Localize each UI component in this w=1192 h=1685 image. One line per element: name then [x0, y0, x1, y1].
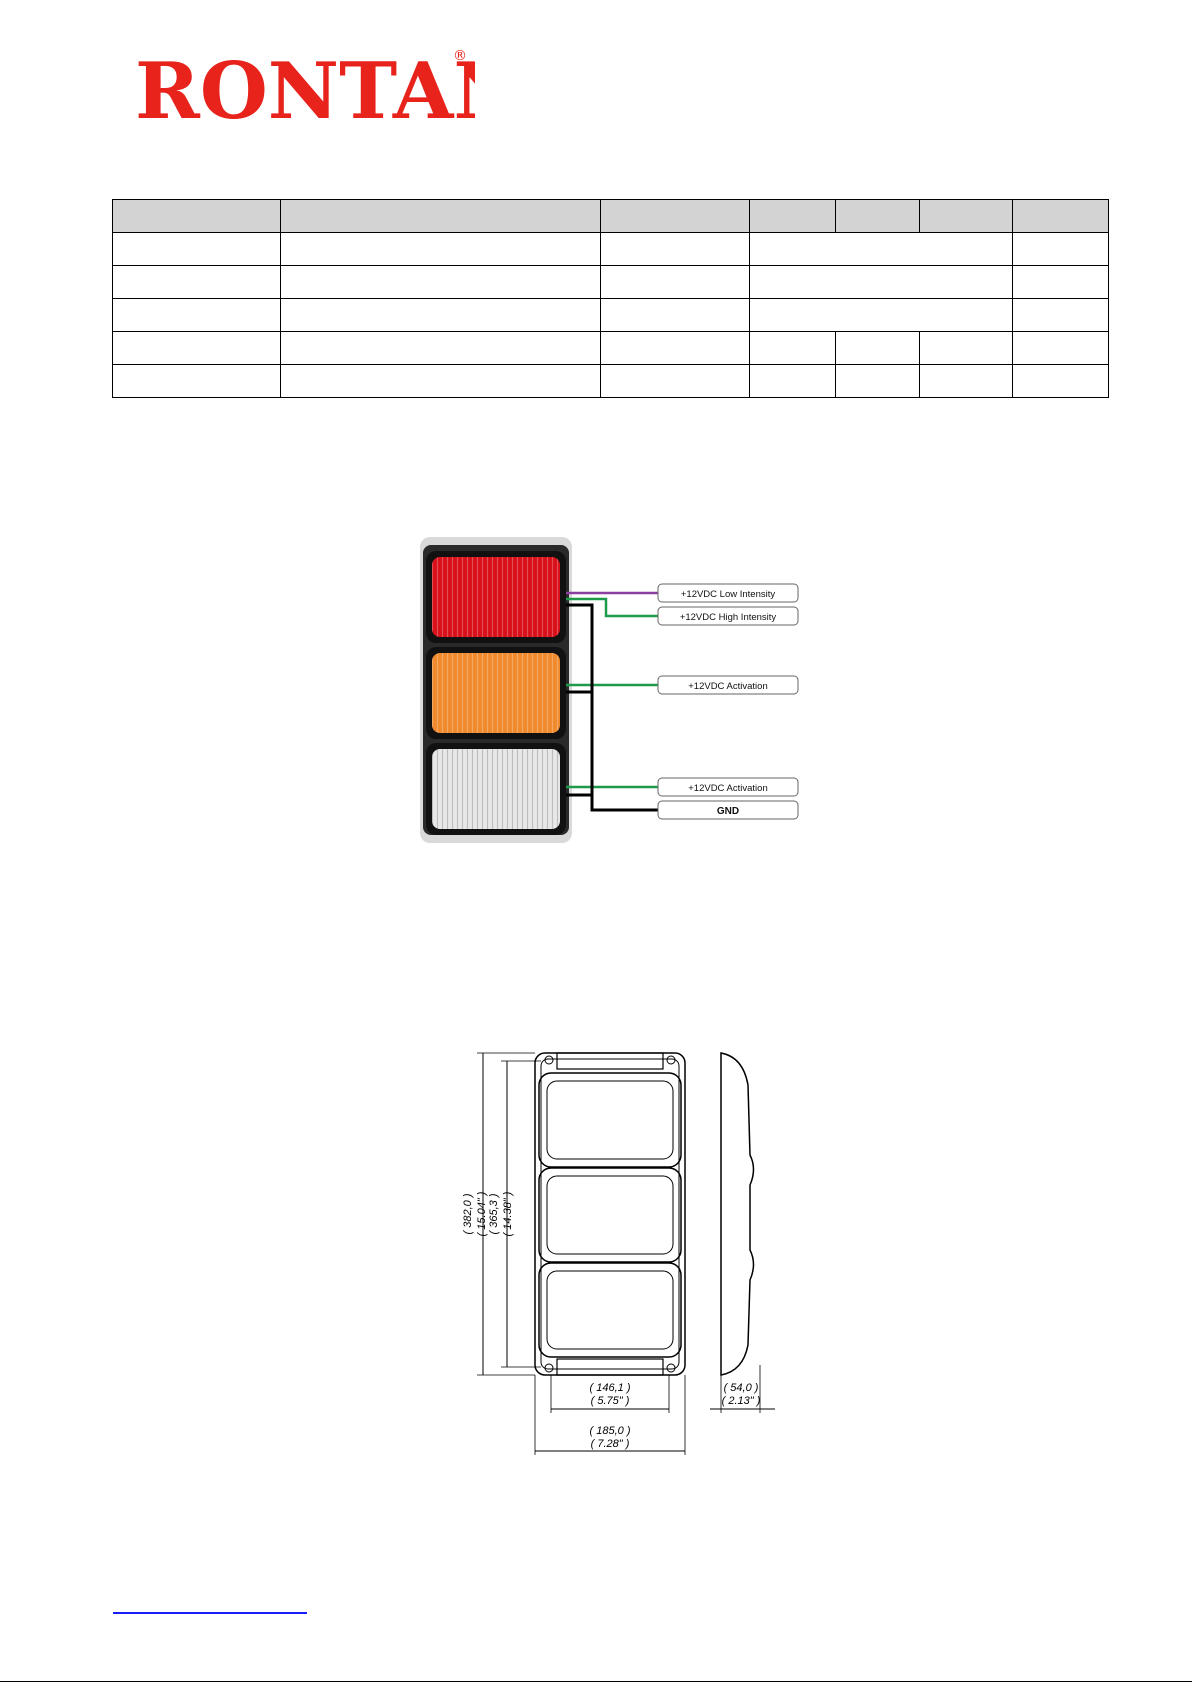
table-header-row — [113, 200, 1109, 233]
footer-divider — [0, 1681, 1192, 1682]
table-cell — [836, 332, 920, 365]
table-cell — [281, 266, 601, 299]
logo-text: RONTA — [135, 46, 454, 130]
svg-text:( 7.28" ): ( 7.28" ) — [590, 1438, 630, 1450]
ground-wire — [566, 605, 658, 810]
table-cell — [601, 266, 750, 299]
table-cell — [601, 365, 750, 398]
table-cell — [601, 332, 750, 365]
svg-text:+12VDC High Intensity: +12VDC High Intensity — [679, 612, 777, 623]
table-cell — [1013, 266, 1109, 299]
label-gnd — [658, 801, 798, 819]
svg-text:( 14.38" ): ( 14.38" ) — [502, 1191, 514, 1237]
label-high-intensity — [658, 607, 798, 625]
table-cell — [1013, 233, 1109, 266]
width-outer-label — [590, 1425, 631, 1450]
footer-link-underline[interactable] — [113, 1612, 307, 1614]
svg-text:( 5.75" ): ( 5.75" ) — [590, 1395, 630, 1407]
header-cell — [836, 200, 920, 233]
header-cell — [750, 200, 836, 233]
table-cell — [1013, 365, 1109, 398]
header-cell — [281, 200, 601, 233]
table-cell — [113, 365, 281, 398]
table-cell — [281, 233, 601, 266]
table-cell — [920, 332, 1013, 365]
table-cell — [750, 299, 1013, 332]
table-cell — [750, 332, 836, 365]
table-cell — [750, 266, 1013, 299]
svg-text:+12VDC Activation: +12VDC Activation — [688, 783, 768, 794]
svg-text:GND: GND — [716, 806, 740, 817]
svg-text:( 15.04" ): ( 15.04" ) — [476, 1191, 488, 1237]
svg-text:( 382,0 ): ( 382,0 ) — [462, 1193, 474, 1235]
width-inner-label — [590, 1382, 631, 1407]
spec-table — [112, 199, 1109, 398]
header-cell — [920, 200, 1013, 233]
front-view-frame — [535, 1053, 685, 1375]
table-cell — [281, 365, 601, 398]
table-cell — [113, 233, 281, 266]
label-low-intensity — [658, 584, 798, 602]
label-white-activation — [658, 778, 798, 796]
lens-module-bottom — [539, 1263, 681, 1357]
side-view-profile — [721, 1053, 754, 1375]
table-cell — [750, 233, 1013, 266]
lens-module-top — [539, 1073, 681, 1167]
header-cell — [601, 200, 750, 233]
lens-module-middle — [539, 1168, 681, 1262]
table-cell — [113, 266, 281, 299]
table-cell — [601, 233, 750, 266]
table-cell — [281, 332, 601, 365]
wiring-diagram — [420, 537, 810, 843]
svg-text:( 54,0 ): ( 54,0 ) — [723, 1382, 759, 1394]
table-cell — [1013, 332, 1109, 365]
svg-text:( 146,1 ): ( 146,1 ) — [589, 1382, 631, 1394]
table-cell — [750, 365, 836, 398]
table-row — [113, 266, 1109, 299]
table-row — [113, 365, 1109, 398]
svg-text:( 2.13" ): ( 2.13" ) — [721, 1395, 761, 1407]
registered-mark: ® — [453, 48, 467, 64]
rontan-logo — [135, 40, 475, 130]
height-inner-label — [488, 1191, 514, 1236]
table-cell — [601, 299, 750, 332]
table-row — [113, 233, 1109, 266]
dimension-drawing — [445, 1045, 795, 1465]
depth-label — [722, 1382, 761, 1407]
label-amber-activation — [658, 676, 798, 694]
table-cell — [113, 332, 281, 365]
table-cell — [920, 365, 1013, 398]
svg-text:( 185,0 ): ( 185,0 ) — [589, 1425, 631, 1437]
table-row — [113, 299, 1109, 332]
svg-text:( 365,3 ): ( 365,3 ) — [488, 1193, 500, 1235]
high-intensity-wire — [566, 599, 658, 616]
table-cell — [113, 299, 281, 332]
table-row — [113, 332, 1109, 365]
header-cell — [1013, 200, 1109, 233]
table-cell — [1013, 299, 1109, 332]
svg-text:+12VDC Activation: +12VDC Activation — [688, 681, 768, 692]
header-cell — [113, 200, 281, 233]
table-cell — [281, 299, 601, 332]
table-cell — [836, 365, 920, 398]
svg-text:+12VDC Low Intensity: +12VDC Low Intensity — [680, 589, 776, 600]
brand-logo — [135, 40, 475, 130]
height-outer-label — [462, 1191, 488, 1236]
